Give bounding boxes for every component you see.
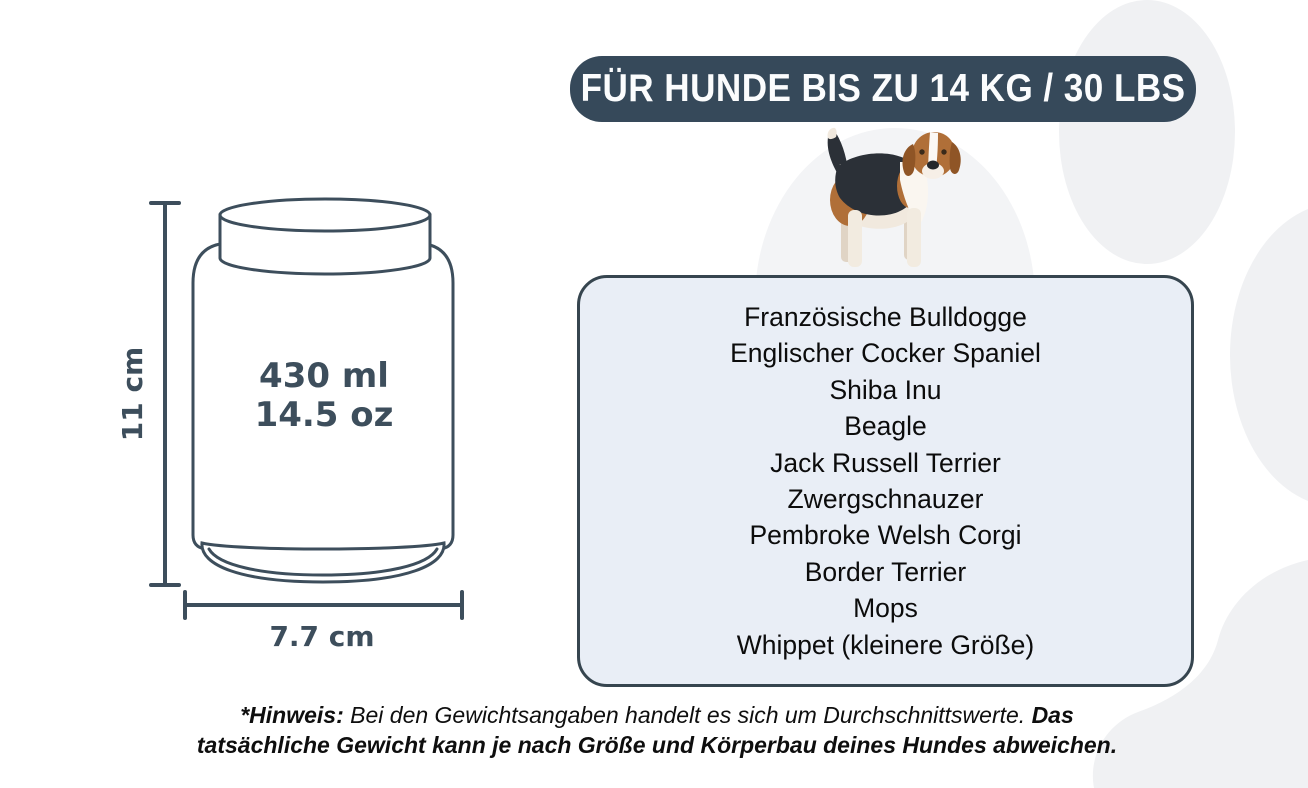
footnote-line-1: [177, 700, 1137, 730]
breed-item: Zwergschnauzer: [787, 483, 984, 514]
breed-item: Mops: [853, 593, 918, 624]
footnote-hinweis: *Hinweis:: [240, 702, 344, 728]
breed-item: Border Terrier: [804, 556, 967, 587]
breed-item: Jack Russell Terrier: [770, 447, 1001, 478]
jar-lid-top: [220, 199, 430, 231]
breed-item: Beagle: [844, 411, 927, 442]
beagle-ear-right: [950, 142, 961, 174]
breeds-list: [590, 294, 1181, 668]
width-dimension-line: [185, 592, 462, 618]
beagle-ear-left: [902, 144, 915, 176]
beagle-eye-left: [919, 149, 924, 154]
beagle-illustration: [800, 124, 970, 269]
size-banner-label: FÜR HUNDE BIS ZU 14 KG / 30 LBS: [580, 67, 1186, 110]
footnote-bold-text: tatsächliche Gewicht kann je nach Größe und Körperbau deines Hundes abweichen.: [196, 732, 1118, 758]
beagle-nose: [927, 161, 939, 170]
footnote-line-2: [177, 730, 1137, 760]
height-label: 11 cm: [116, 346, 149, 442]
width-label: 7.7 cm: [269, 620, 375, 653]
beagle-tail-tip: [828, 128, 837, 139]
volume-ml-label: 430 ml: [259, 356, 389, 396]
size-banner: [570, 56, 1196, 122]
footnote-das: Das: [1031, 702, 1074, 728]
beagle-near-front-leg: [907, 208, 921, 267]
breed-item: Pembroke Welsh Corgi: [749, 520, 1022, 551]
breeds-box: [577, 275, 1194, 687]
footnote: [177, 700, 1137, 760]
beagle-near-hind-leg: [848, 210, 862, 267]
breed-item: Englischer Cocker Spaniel: [730, 338, 1041, 369]
paw-toe-1: [1059, 0, 1235, 264]
breed-item: Shiba Inu: [829, 374, 942, 405]
paw-toe-2: [1230, 203, 1308, 507]
footnote-normal-text: Bei den Gewichtsangaben handelt es sich um Durchschnittswerte.: [343, 702, 1032, 728]
beagle-eye-right: [941, 149, 946, 154]
volume-oz-label: 14.5 oz: [254, 395, 394, 435]
breed-item: Französische Bulldogge: [744, 301, 1027, 332]
breed-item: Whippet (kleinere Größe): [736, 629, 1035, 660]
